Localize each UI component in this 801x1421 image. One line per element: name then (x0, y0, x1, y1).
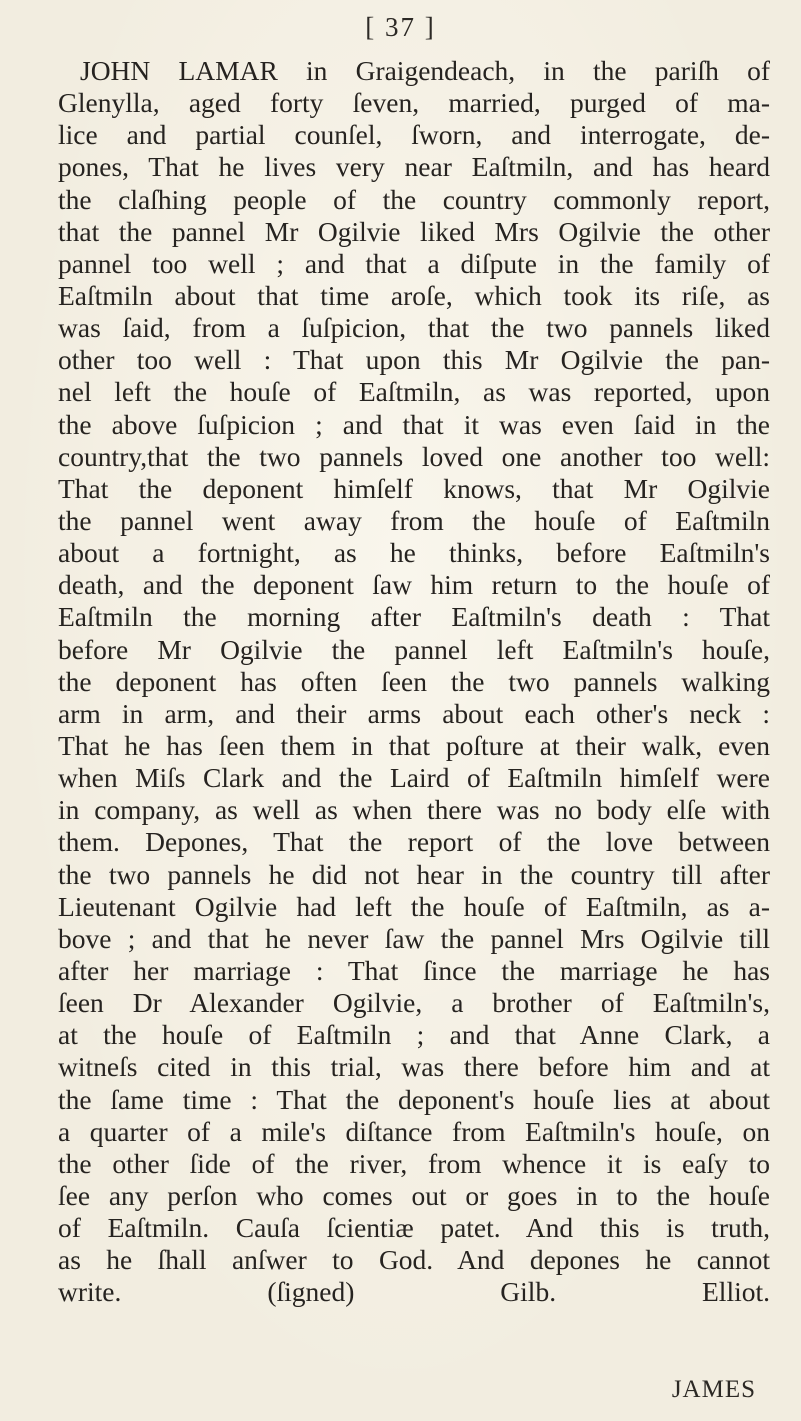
text-line: arm in arm, and their arms about each other's neck : (58, 697, 770, 729)
text-line: as he ſhall anſwer to God. And depones he cannot (58, 1244, 770, 1276)
text-line: of Eaſtmiln. Cauſa ſcientiæ patet. And this is truth, (58, 1212, 770, 1244)
signature-line: write. (ſigned) Gilb. Elliot. (58, 1276, 770, 1308)
text-line: lice and partial counſel, ſworn, and interrogate, de- (58, 119, 770, 151)
text-line: ſeen Dr Alexander Ogilvie, a brother of Eaſtmiln's, (58, 987, 770, 1019)
text-line: that the pannel Mr Ogilvie liked Mrs Ogilvie the other (58, 215, 770, 247)
text-line: the ſame time : That the deponent's houſe lies at about (58, 1083, 770, 1115)
text-line: a quarter of a mile's diſtance from Eaſtmiln's houſe, on (58, 1115, 770, 1147)
text-line: after her marriage : That ſince the marriage he has (58, 954, 770, 986)
text-line: the above ſuſpicion ; and that it was even ſaid in the (58, 408, 770, 440)
text-line: Lieutenant Ogilvie had left the houſe of Eaſtmiln, as a- (58, 890, 770, 922)
text-line: ſee any perſon who comes out or goes in to the houſe (58, 1179, 770, 1211)
text-line: them. Depones, That the report of the love between (58, 826, 770, 858)
text-line: witneſs cited in this trial, was there before him and at (58, 1051, 770, 1083)
deposition-text (58, 55, 770, 1308)
text-line: other too well : That upon this Mr Ogilvie the pan- (58, 344, 770, 376)
text-line: death, and the deponent ſaw him return to the houſe of (58, 569, 770, 601)
text-line: Eaſtmiln the morning after Eaſtmiln's death : That (58, 601, 770, 633)
catchword: JAMES (671, 1376, 756, 1403)
text-line: That the deponent himſelf knows, that Mr Ogilvie (58, 472, 770, 504)
text-line: JOHN LAMAR in Graigendeach, in the pariſh of (80, 55, 770, 86)
text-line: That he has ſeen them in that poſture at their walk, even (58, 729, 770, 761)
page-number: [ 37 ] (365, 12, 436, 42)
text-line: about a fortnight, as he thinks, before Eaſtmiln's (58, 537, 770, 569)
text-line: the pannel went away from the houſe of Eaſtmiln (58, 504, 770, 536)
text-line: was ſaid, from a ſuſpicion, that the two pannels liked (58, 312, 770, 344)
text-line: the two pannels he did not hear in the country till after (58, 858, 770, 890)
text-line: country,that the two pannels loved one another too well: (58, 440, 770, 472)
text-line: bove ; and that he never ſaw the pannel Mrs Ogilvie till (58, 922, 770, 954)
text-line: Eaſtmiln about that time aroſe, which took its riſe, as (58, 279, 770, 311)
text-line: Glenylla, aged forty ſeven, married, purged of ma- (58, 87, 770, 119)
text-line: at the houſe of Eaſtmiln ; and that Anne Clark, a (58, 1019, 770, 1051)
text-line: when Miſs Clark and the Laird of Eaſtmiln himſelf were (58, 762, 770, 794)
text-line: pones, That he lives very near Eaſtmiln, and has heard (58, 151, 770, 183)
text-line: nel left the houſe of Eaſtmiln, as was reported, upon (58, 376, 770, 408)
text-line: before Mr Ogilvie the pannel left Eaſtmiln's houſe, (58, 633, 770, 665)
text-line: in company, as well as when there was no body elſe with (58, 794, 770, 826)
text-line: pannel too well ; and that a diſpute in the family of (58, 247, 770, 279)
text-line: the claſhing people of the country commonly report, (58, 183, 770, 215)
text-line: the deponent has often ſeen the two pannels walking (58, 665, 770, 697)
text-line: the other ſide of the river, from whence it is eaſy to (58, 1147, 770, 1179)
